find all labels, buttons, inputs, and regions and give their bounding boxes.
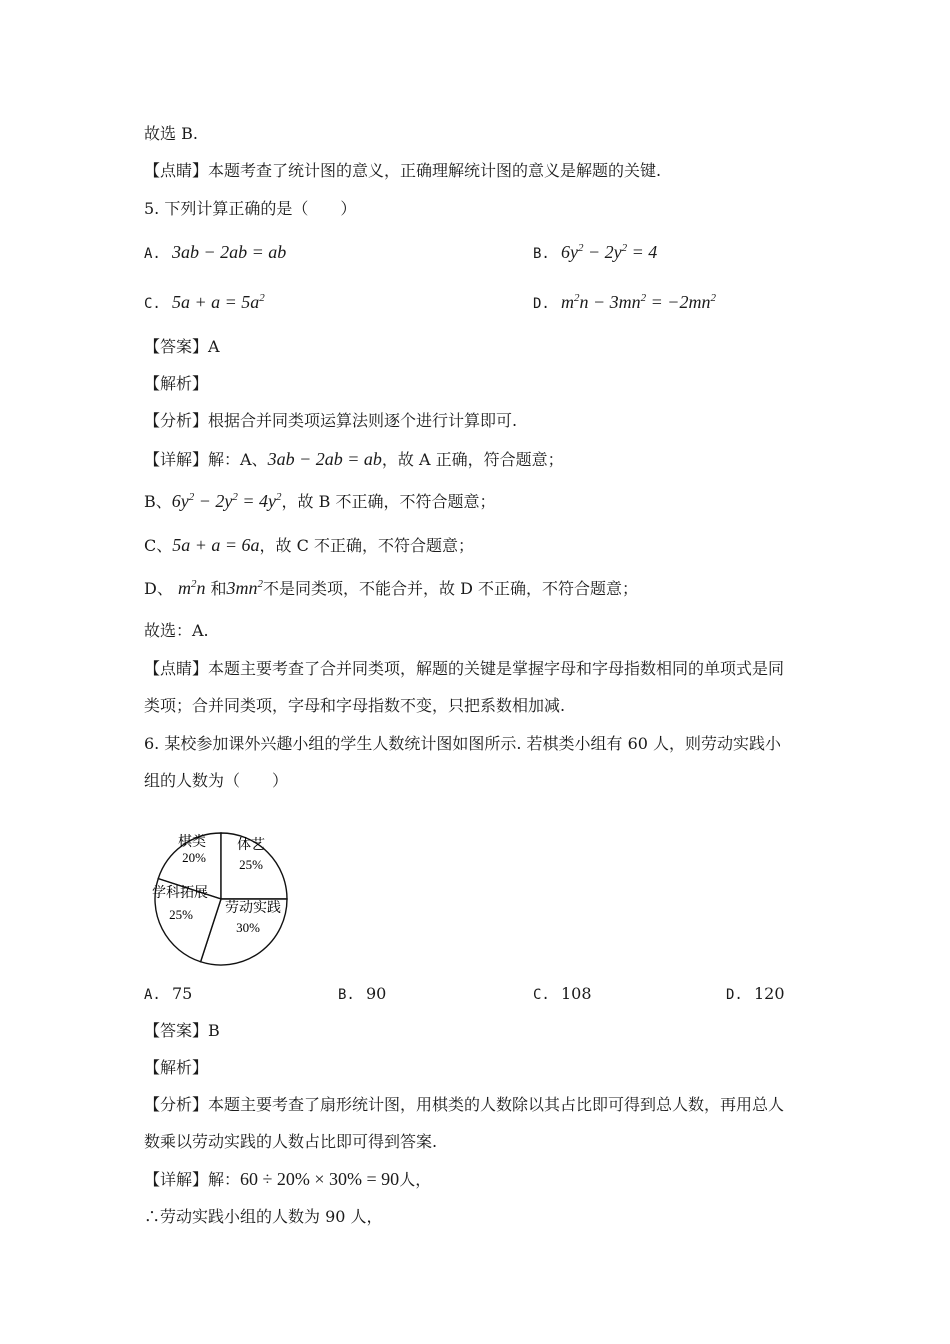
question-6-stem-2: 组的人数为（ ） — [144, 771, 289, 790]
text: 不是同类项，不能合并，故 D 不正确，不符合题意； — [263, 579, 639, 598]
text: ，故 A 正确，符合题意； — [381, 450, 564, 469]
option-label: D. — [533, 296, 550, 312]
pie-chart — [140, 832, 302, 966]
q5-option-d — [533, 290, 716, 316]
analysis-6-line-2: 数乘以劳动实践的人数占比即可得到答案. — [144, 1132, 438, 1151]
q6-option-a — [144, 982, 192, 1007]
detail-5-b — [144, 489, 495, 514]
q5-option-b — [533, 240, 657, 266]
text: 人， — [399, 1170, 432, 1189]
formula: $m^2n$ — [177, 578, 206, 598]
question-5-stem: 5. 下列计算正确的是（ ） — [144, 199, 357, 218]
detail-5-c — [144, 533, 474, 558]
q5-option-c — [144, 290, 265, 316]
q5-option-a — [144, 240, 286, 266]
text: 和 — [210, 579, 227, 598]
option-label: A. — [144, 246, 161, 262]
option-label: B. — [533, 246, 550, 262]
answer-6: 【答案】B — [144, 1021, 220, 1040]
label-chess-name: 棋类 — [178, 835, 206, 850]
analysis-6-header: 【解析】 — [144, 1058, 209, 1077]
analysis-6-line-1: 【分析】本题主要考查了扇形统计图，用棋类的人数除以其占比即可得到总人数，再用总人 — [144, 1095, 785, 1114]
comment-5-line-1: 【点睛】本题主要考查了合并同类项，解题的关键是掌握字母和字母指数相同的单项式是同 — [144, 659, 785, 678]
label-labor-name: 劳动实践 — [225, 901, 281, 916]
comment-5-line-2: 类项；合并同类项，字母和字母指数不变，只把系数相加减. — [144, 696, 566, 715]
label-art-pct: 25% — [239, 857, 263, 872]
formula: 3ab − 2ab = ab — [267, 449, 382, 469]
option-value: 90 — [366, 984, 387, 1003]
formula: $5a + a = 5a^2$ — [172, 292, 265, 312]
option-value: 120 — [754, 984, 785, 1003]
choice-5: 故选：A. — [144, 621, 209, 640]
conclusion-line: 故选 B. — [144, 124, 198, 143]
detail-6 — [144, 1167, 431, 1192]
formula: $m^2n - 3mn^2 = -2mn^2$ — [561, 292, 716, 312]
label-labor-pct: 30% — [236, 920, 260, 935]
detail-5-d — [144, 576, 638, 601]
option-label: C. — [144, 296, 161, 312]
option-label: A. — [144, 987, 161, 1003]
option-label: B. — [338, 987, 355, 1003]
formula: 3ab − 2ab = ab — [172, 242, 287, 262]
text: C、 — [144, 536, 173, 555]
option-value: 75 — [172, 984, 193, 1003]
text: 【详解】解：A、 — [144, 450, 268, 469]
detail-5-a — [144, 447, 564, 472]
label-art-name: 体艺 — [237, 838, 265, 853]
q6-option-b — [338, 982, 386, 1007]
option-label: D. — [726, 987, 743, 1003]
option-label: C. — [533, 987, 550, 1003]
option-value: 108 — [561, 984, 592, 1003]
q6-option-c — [533, 982, 592, 1007]
text: D、 — [144, 579, 173, 598]
text: 【详解】解： — [144, 1170, 241, 1189]
label-subject-name: 学科拓展 — [152, 886, 208, 901]
analysis-5-summary: 【分析】根据合并同类项运算法则逐个进行计算即可. — [144, 411, 518, 430]
final-conclusion: ∴劳动实践小组的人数为 90 人， — [144, 1207, 383, 1226]
label-chess-pct: 20% — [182, 850, 206, 865]
comment-line: 【点睛】本题考查了统计图的意义，正确理解统计图的意义是解题的关键. — [144, 161, 662, 180]
text: ，故 C 不正确，不符合题意； — [259, 536, 474, 555]
formula: $6y^2 - 2y^2 = 4$ — [561, 242, 658, 262]
question-6-stem-1: 6. 某校参加课外兴趣小组的学生人数统计图如图所示. 若棋类小组有 60 人，则劳动实践小 — [144, 734, 782, 753]
text: B、 — [144, 492, 172, 511]
formula: $3mn^2$ — [226, 578, 264, 598]
q6-option-d — [726, 982, 785, 1007]
text: ，故 B 不正确，不符合题意； — [281, 492, 496, 511]
answer-5: 【答案】A — [144, 337, 220, 356]
label-subject-pct: 25% — [169, 907, 193, 922]
formula: $6y^2 - 2y^2 = 4y^2$ — [171, 491, 282, 511]
formula: 5a + a = 6a — [172, 535, 260, 555]
analysis-5-header: 【解析】 — [144, 374, 209, 393]
formula: 60 ÷ 20% × 30% = 90 — [240, 1169, 400, 1189]
